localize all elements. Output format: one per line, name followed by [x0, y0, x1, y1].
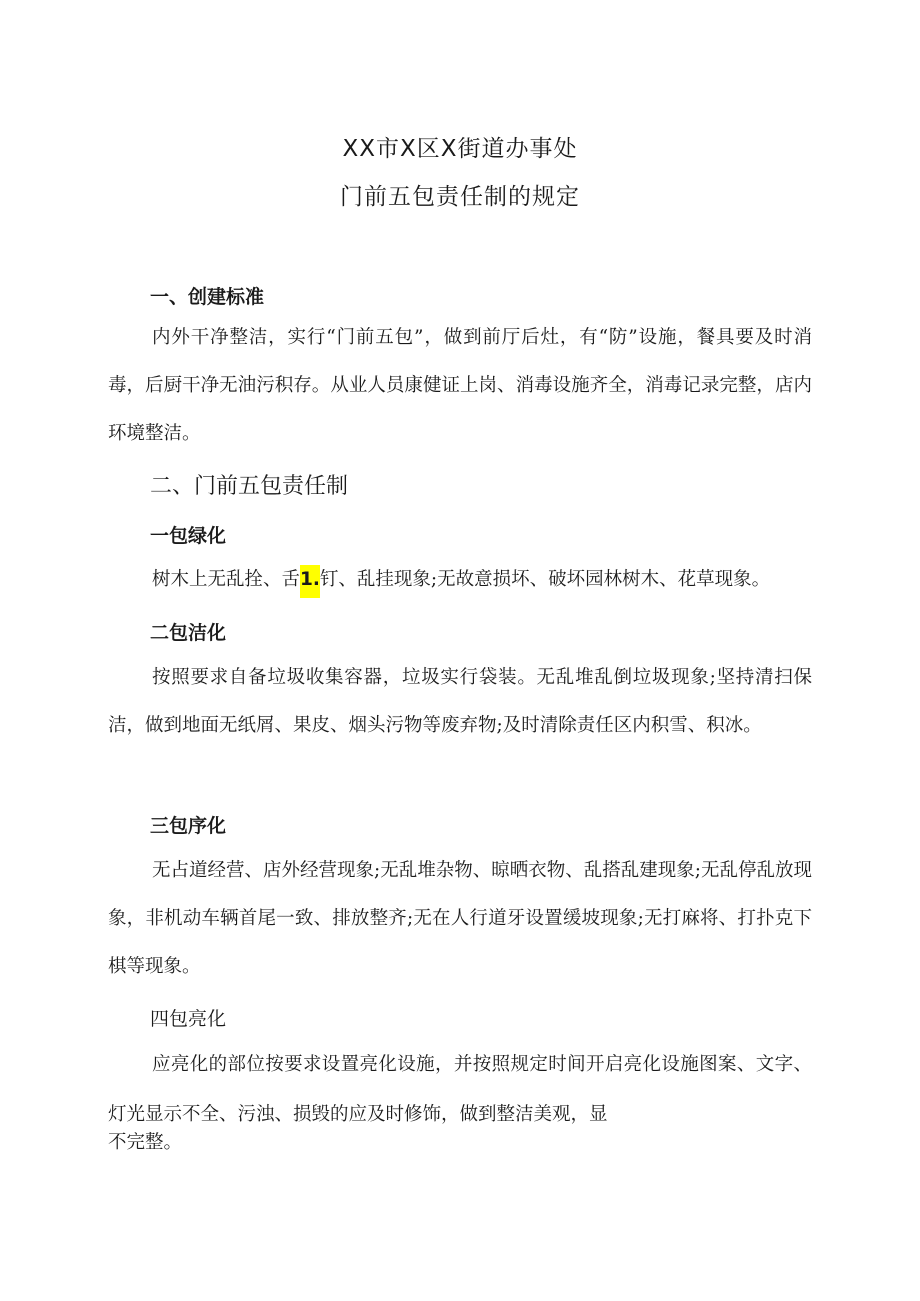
- item4-last-line: 不完整。: [108, 1132, 183, 1153]
- item1-text-after: 钉、乱挂现象;无故意损坏、破坏园林树木、花草现象。: [319, 569, 771, 590]
- document-title-line1: XX市X区X街道办事处: [342, 136, 578, 162]
- document-title-line2: 门前五包责任制的规定: [340, 184, 580, 210]
- item4-paragraph: 应亮化的部位按要求设置亮化设施，并按照规定时间开启亮化设施图案、文字、灯光显示不全、污浊、损毁的应及时修饰，做到整洁美观，显: [108, 1054, 812, 1125]
- item3-heading: 三包序化: [150, 815, 227, 837]
- item2-paragraph: 按照要求自备垃圾收集容器，垃圾实行袋装。无乱堆乱倒垃圾现象;坚持清扫保洁，做到地面无纸屑、果皮、烟头污物等废弃物;及时清除责任区内积雪、积冰。: [108, 667, 812, 736]
- item3-paragraph: 无占道经营、店外经营现象;无乱堆杂物、晾晒衣物、乱搭乱建现象;无乱停乱放现象，非机动车辆首尾一致、排放整齐;无在人行道牙设置缓坡现象;无打麻将、打扑克下棋等现象。: [108, 860, 812, 977]
- item1-text-before: 树木上无乱拴、舌: [152, 569, 301, 590]
- item1-paragraph: [108, 556, 812, 604]
- item4-heading: 四包亮化: [150, 1008, 227, 1030]
- highlight-mark: 1.: [300, 565, 320, 598]
- section2-heading: 二、门前五包责任制: [150, 474, 349, 499]
- item1-heading: 一包绿化: [150, 525, 227, 547]
- item2-heading: 二包洁化: [150, 622, 227, 644]
- section1-paragraph: 内外干净整洁，实行“门前五包”，做到前厅后灶，有“防”设施，餐具要及时消毒，后厨干净无油污积存。从业人员康健证上岗、消毒设施齐全，消毒记录完整，店内环境整洁。: [108, 327, 812, 444]
- section1-heading: 一、创建标准: [150, 286, 265, 308]
